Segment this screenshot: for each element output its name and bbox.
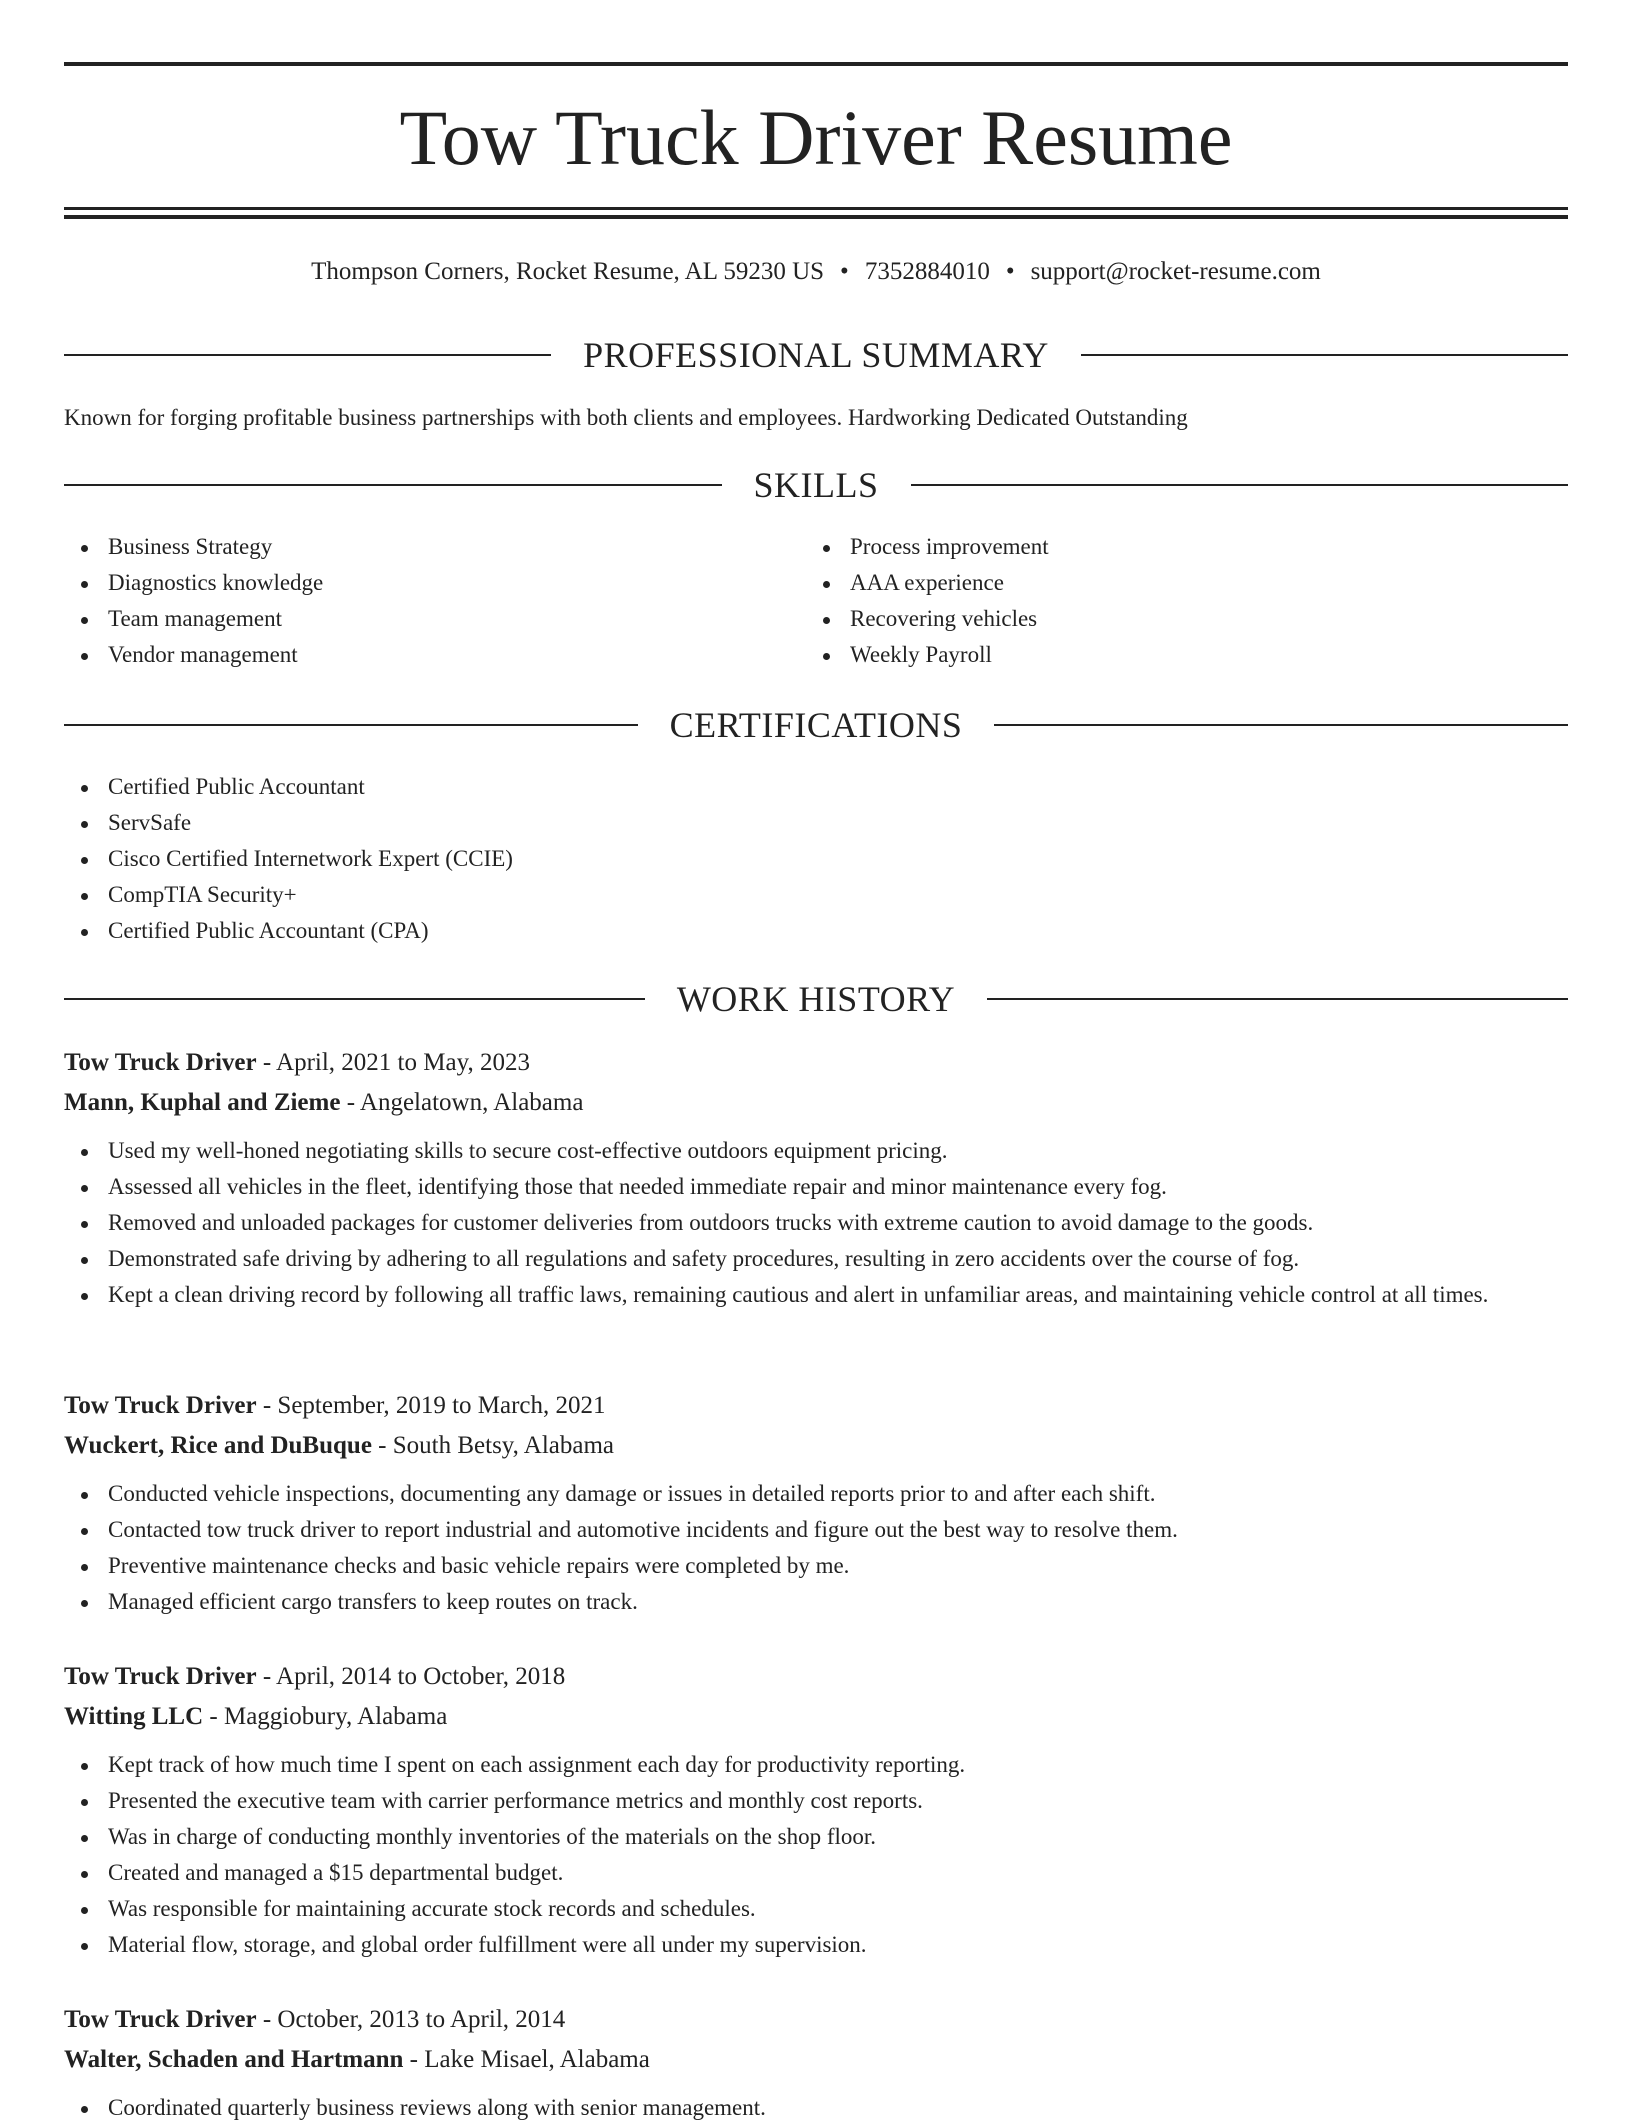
job-company: Walter, Schaden and Hartmann bbox=[64, 2046, 404, 2073]
certifications-list bbox=[64, 769, 513, 949]
section-heading-skills bbox=[64, 463, 1568, 507]
job-company-line bbox=[64, 1083, 1568, 1123]
resume-title: Tow Truck Driver Resume bbox=[399, 94, 1233, 181]
job-duties-list bbox=[64, 2090, 1568, 2126]
title-rule-upper bbox=[64, 207, 1568, 210]
skill-item: Diagnostics knowledge bbox=[64, 565, 804, 601]
job-role: Tow Truck Driver bbox=[64, 1663, 257, 1690]
section-heading-certifications bbox=[64, 703, 1568, 747]
job-role: Tow Truck Driver bbox=[64, 1049, 257, 1076]
heading-rule bbox=[1081, 354, 1568, 356]
section-title: SKILLS bbox=[753, 465, 879, 505]
heading-rule bbox=[994, 724, 1568, 726]
heading-rule bbox=[64, 724, 638, 726]
job-dates: - October, 2013 to April, 2014 bbox=[256, 2006, 566, 2033]
job-location: - South Betsy, Alabama bbox=[371, 1432, 615, 1459]
job-duty-item: Assessed all vehicles in the fleet, identifying those that needed immediate repair and minor maintenance every fog. bbox=[64, 1169, 1568, 1205]
skill-item: Vendor management bbox=[64, 637, 804, 673]
job-duty-item: Preventive maintenance checks and basic vehicle repairs were completed by me. bbox=[64, 1548, 1568, 1584]
summary-text: Known for forging profitable business partnerships with both clients and employees. Hardworking Dedicated Outstanding bbox=[64, 405, 1188, 430]
skill-item: Recovering vehicles bbox=[806, 601, 1546, 637]
skill-item: AAA experience bbox=[806, 565, 1546, 601]
job-title-line bbox=[64, 1386, 1568, 1426]
job-entry bbox=[64, 1657, 1568, 1963]
section-heading-summary bbox=[64, 333, 1568, 377]
job-location: - Angelatown, Alabama bbox=[340, 1089, 584, 1116]
job-dates: - April, 2021 to May, 2023 bbox=[256, 1049, 530, 1076]
job-company: Mann, Kuphal and Zieme bbox=[64, 1089, 341, 1116]
certification-item: Certified Public Accountant bbox=[64, 769, 513, 805]
heading-rule bbox=[987, 998, 1568, 1000]
job-duty-item: Was responsible for maintaining accurate stock records and schedules. bbox=[64, 1891, 1568, 1927]
job-duty-item: Removed and unloaded packages for customer deliveries from outdoors trucks with extreme caution to avoid damage to the goods. bbox=[64, 1205, 1568, 1241]
job-duties-list bbox=[64, 1476, 1568, 1620]
job-duty-item: Managed efficient cargo transfers to keep routes on track. bbox=[64, 1584, 1568, 1620]
top-rule bbox=[64, 62, 1568, 66]
job-dates: - September, 2019 to March, 2021 bbox=[256, 1392, 606, 1419]
job-role: Tow Truck Driver bbox=[64, 2006, 257, 2033]
contact-phone: 7352884010 bbox=[864, 258, 990, 285]
job-duty-item: Conducted vehicle inspections, documenting any damage or issues in detailed reports prior to and after each shift. bbox=[64, 1476, 1568, 1512]
contact-separator: • bbox=[840, 258, 849, 285]
job-company-line bbox=[64, 1697, 1568, 1737]
job-duty-item: Kept a clean driving record by following all traffic laws, remaining cautious and alert in unfamiliar areas, and maintaining vehicle control at all times. bbox=[64, 1277, 1568, 1313]
title-rule-lower bbox=[64, 215, 1568, 219]
job-duty-item: Material flow, storage, and global order fulfillment were all under my supervision. bbox=[64, 1927, 1568, 1963]
contact-line bbox=[64, 254, 1568, 290]
job-location: - Lake Misael, Alabama bbox=[403, 2046, 650, 2073]
certification-item: Certified Public Accountant (CPA) bbox=[64, 913, 513, 949]
job-duty-item: Was in charge of conducting monthly inventories of the materials on the shop floor. bbox=[64, 1819, 1568, 1855]
job-title-line bbox=[64, 1043, 1568, 1083]
job-company-line bbox=[64, 1426, 1568, 1466]
contact-address: Thompson Corners, Rocket Resume, AL 59230 US bbox=[311, 258, 825, 285]
job-duty-item: Demonstrated safe driving by adhering to all regulations and safety procedures, resulting in zero accidents over the course of fog. bbox=[64, 1241, 1568, 1277]
section-title: WORK HISTORY bbox=[676, 979, 956, 1019]
section-title: PROFESSIONAL SUMMARY bbox=[583, 335, 1049, 375]
job-duty-item: Used my well-honed negotiating skills to secure cost-effective outdoors equipment pricing. bbox=[64, 1133, 1568, 1169]
job-duty-item: Presented the executive team with carrier performance metrics and monthly cost reports. bbox=[64, 1783, 1568, 1819]
job-company: Wuckert, Rice and DuBuque bbox=[64, 1432, 372, 1459]
job-duty-item: Contacted tow truck driver to report industrial and automotive incidents and figure out the best way to resolve them. bbox=[64, 1512, 1568, 1548]
skill-item: Process improvement bbox=[806, 529, 1546, 565]
job-duties-list bbox=[64, 1133, 1568, 1313]
job-duty-item: Coordinated quarterly business reviews along with senior management. bbox=[64, 2090, 1568, 2126]
contact-separator: • bbox=[1005, 258, 1015, 285]
certification-item: Cisco Certified Internetwork Expert (CCIE) bbox=[64, 841, 513, 877]
job-location: - Maggiobury, Alabama bbox=[203, 1703, 448, 1730]
job-company: Witting LLC bbox=[64, 1703, 204, 1730]
heading-rule bbox=[64, 998, 645, 1000]
job-entry bbox=[64, 1043, 1568, 1313]
skill-item: Team management bbox=[64, 601, 804, 637]
section-title: CERTIFICATIONS bbox=[669, 705, 963, 745]
skills-list-right bbox=[806, 529, 1546, 673]
certification-item: CompTIA Security+ bbox=[64, 877, 513, 913]
job-duties-list bbox=[64, 1747, 1568, 1963]
section-heading-work-history bbox=[64, 977, 1568, 1021]
job-entry bbox=[64, 2000, 1568, 2126]
skill-item: Business Strategy bbox=[64, 529, 804, 565]
job-entry bbox=[64, 1386, 1568, 1620]
skill-item: Weekly Payroll bbox=[806, 637, 1546, 673]
heading-rule bbox=[64, 484, 722, 486]
skills-list-left bbox=[64, 529, 804, 673]
job-dates: - April, 2014 to October, 2018 bbox=[256, 1663, 566, 1690]
job-duty-item: Created and managed a $15 departmental budget. bbox=[64, 1855, 1568, 1891]
contact-email: support@rocket-resume.com bbox=[1030, 258, 1321, 285]
heading-rule bbox=[911, 484, 1569, 486]
job-company-line bbox=[64, 2040, 1568, 2080]
job-title-line bbox=[64, 1657, 1568, 1697]
job-title-line bbox=[64, 2000, 1568, 2040]
job-duty-item: Kept track of how much time I spent on each assignment each day for productivity reporting. bbox=[64, 1747, 1568, 1783]
heading-rule bbox=[64, 354, 551, 356]
job-role: Tow Truck Driver bbox=[64, 1392, 257, 1419]
certification-item: ServSafe bbox=[64, 805, 513, 841]
